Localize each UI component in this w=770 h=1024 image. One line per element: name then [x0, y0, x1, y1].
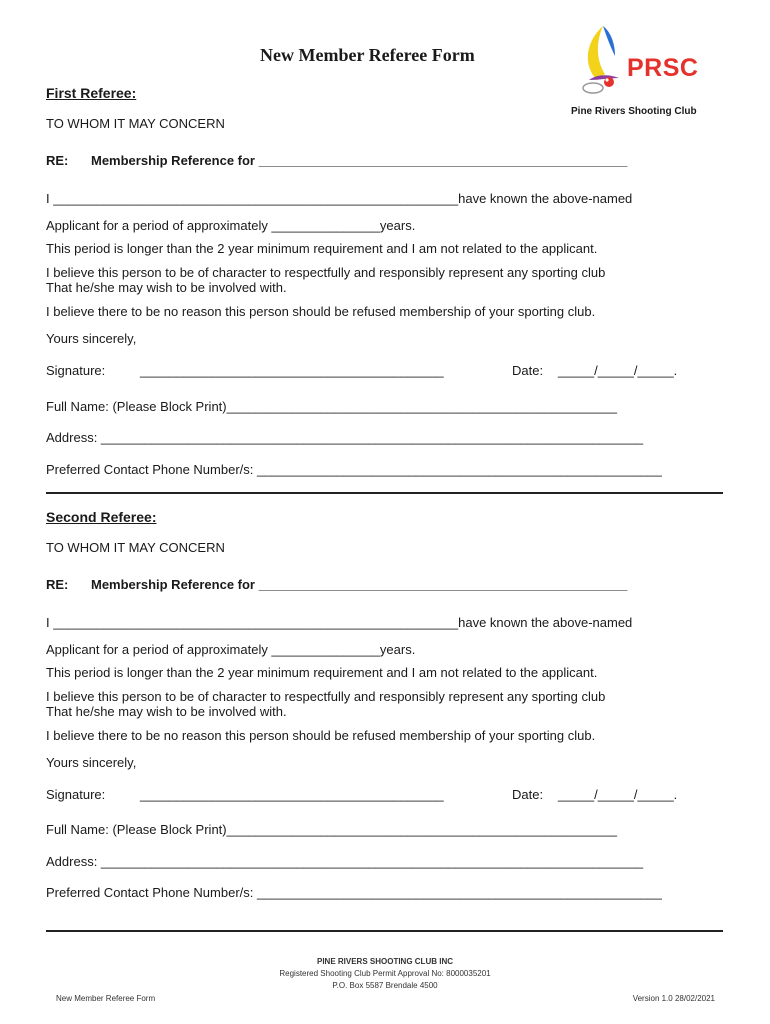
signature-label: Signature: [46, 787, 106, 802]
address-field[interactable]: Address: ___________________________________________________________________________ [46, 430, 644, 445]
no-reason-statement: I believe there to be no reason this person should be refused membership of your sporting club. [46, 728, 596, 743]
referee-name-field[interactable]: I ________________________________________________________have known the above-named [46, 615, 633, 630]
logo-swoosh-icon [575, 22, 635, 104]
closing: Yours sincerely, [46, 755, 137, 770]
footer-form-name: New Member Referee Form [56, 994, 156, 1003]
re-label: RE: [46, 577, 69, 592]
section-heading: First Referee: [46, 85, 137, 101]
requirement-statement: This period is longer than the 2 year minimum requirement and I am not related to the applicant. [46, 665, 598, 680]
requirement-statement: This period is longer than the 2 year minimum requirement and I am not related to the applicant. [46, 241, 598, 256]
membership-reference-field[interactable]: Membership Reference for ___________________________________________________ [91, 153, 628, 168]
phone-field[interactable]: Preferred Contact Phone Number/s: ________________________________________________________ [46, 462, 662, 477]
address-field[interactable]: Address: ___________________________________________________________________________ [46, 854, 644, 869]
phone-field[interactable]: Preferred Contact Phone Number/s: ________________________________________________________ [46, 885, 662, 900]
closing: Yours sincerely, [46, 331, 137, 346]
re-label: RE: [46, 153, 69, 168]
club-logo [571, 22, 725, 122]
no-reason-statement: I believe there to be no reason this person should be refused membership of your sporting club. [46, 304, 596, 319]
footer-version: Version 1.0 28/02/2021 [632, 994, 715, 1003]
full-name-field[interactable]: Full Name: (Please Block Print)______________________________________________________ [46, 822, 618, 837]
character-statement-2: That he/she may wish to be involved with. [46, 280, 287, 295]
membership-reference-field[interactable]: Membership Reference for ___________________________________________________ [91, 577, 628, 592]
signature-field[interactable]: __________________________________________ [140, 363, 444, 378]
signature-field[interactable]: __________________________________________ [140, 787, 444, 802]
salutation: TO WHOM IT MAY CONCERN [46, 116, 225, 131]
footer-divider [46, 930, 723, 932]
footer-address: P.O. Box 5587 Brendale 4500 [332, 981, 438, 990]
footer-permit: Registered Shooting Club Permit Approval No: 8000035201 [279, 969, 491, 978]
referee-name-field[interactable]: I ________________________________________________________have known the above-named [46, 191, 633, 206]
logo-abbr: PRSC [627, 54, 699, 82]
page-title: New Member Referee Form [260, 45, 475, 65]
character-statement-1: I believe this person to be of character to respectfully and responsibly represent any sporting club [46, 265, 606, 280]
character-statement-2: That he/she may wish to be involved with. [46, 704, 287, 719]
date-label: Date: [512, 363, 544, 378]
logo-club-name: Pine Rivers Shooting Club [571, 106, 697, 117]
period-field[interactable]: Applicant for a period of approximately _______________years. [46, 642, 416, 657]
section-heading: Second Referee: [46, 509, 157, 525]
full-name-field[interactable]: Full Name: (Please Block Print)______________________________________________________ [46, 399, 618, 414]
period-field[interactable]: Applicant for a period of approximately _______________years. [46, 218, 416, 233]
section-divider [46, 492, 723, 494]
signature-label: Signature: [46, 363, 106, 378]
character-statement-1: I believe this person to be of character to respectfully and responsibly represent any sporting club [46, 689, 606, 704]
footer-club: PINE RIVERS SHOOTING CLUB INC [316, 957, 453, 966]
date-label: Date: [512, 787, 544, 802]
date-field[interactable]: _____/_____/_____. [558, 363, 678, 378]
date-field[interactable]: _____/_____/_____. [558, 787, 678, 802]
salutation: TO WHOM IT MAY CONCERN [46, 540, 225, 555]
